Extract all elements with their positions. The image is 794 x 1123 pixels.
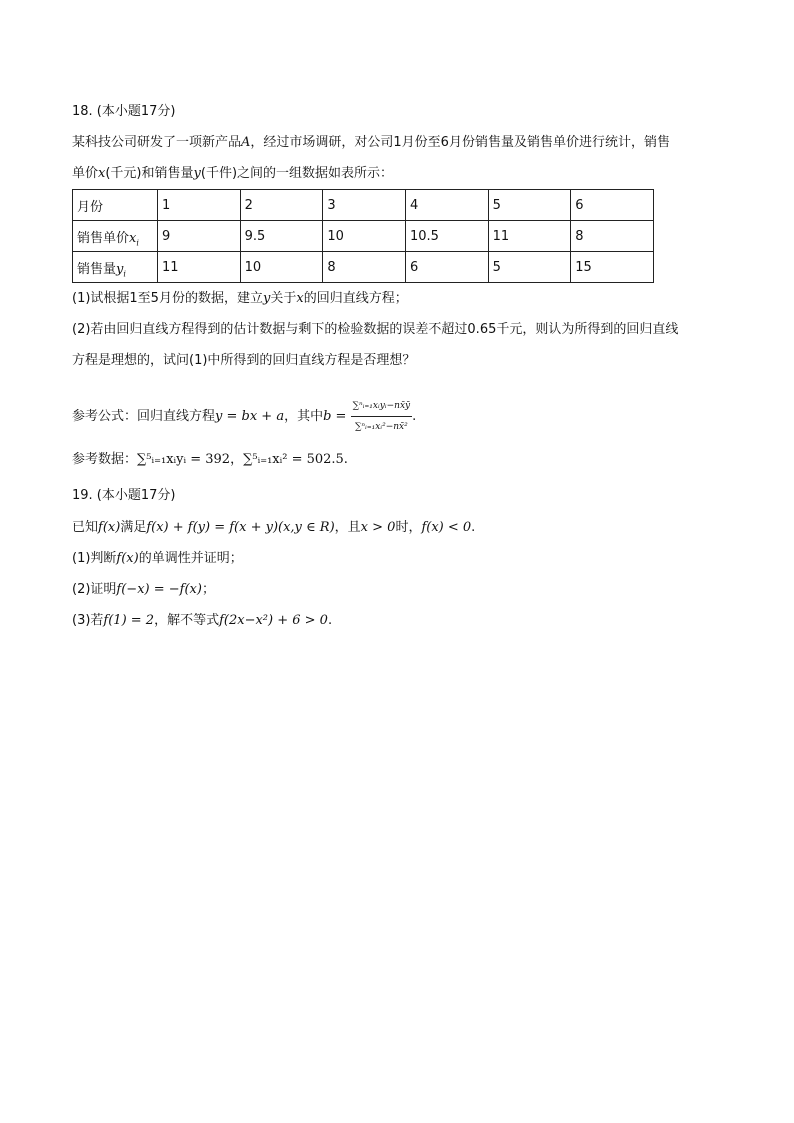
intro-text: 单价: [72, 166, 99, 181]
question-18-part1: [72, 290, 408, 308]
variable-y: y: [193, 166, 201, 181]
table-cell: 9.5: [240, 221, 323, 252]
table-cell: 10: [323, 221, 406, 252]
product-variable: A: [241, 135, 251, 150]
part-text: 的回归直线方程；: [303, 291, 408, 306]
question-18-header: 18. (本小题17分): [72, 104, 176, 119]
statement-text: ，且: [334, 520, 361, 535]
sales-data-table: [72, 189, 654, 283]
row-header: 销售单价$x_i$: [73, 221, 158, 252]
table-cell: 10: [240, 252, 323, 283]
table-cell: 9: [158, 221, 241, 252]
intro-text: 某科技公司研发了一项新产品: [72, 135, 242, 150]
table-cell: 3: [323, 190, 406, 221]
table-cell: 2: [240, 190, 323, 221]
question-18-intro-line2: [72, 165, 393, 183]
variable-x: x: [296, 291, 304, 306]
formula-text: ，其中: [284, 409, 324, 424]
intro-text: (千件)之间的一组数据如表所示：: [200, 166, 394, 181]
question-19-header: 19. (本小题17分): [72, 488, 176, 503]
part-text: (1)判断: [72, 551, 117, 566]
statement-text: 满足: [120, 520, 147, 535]
function-f: f(x): [98, 520, 121, 535]
slope-symbol: b =: [323, 409, 347, 424]
table-cell: 4: [405, 190, 488, 221]
variable-x: x: [98, 166, 106, 181]
reference-formula: [72, 397, 416, 436]
statement-text: 已知: [72, 520, 99, 535]
condition: x > 0: [360, 520, 396, 535]
table-row: [73, 252, 654, 283]
part-text: 的单调性并证明；: [138, 551, 243, 566]
table-cell: 8: [571, 221, 654, 252]
table-cell: 15: [571, 252, 654, 283]
part-text: (3)若: [72, 613, 104, 628]
question-18-part2-line2: 方程是理想的，试问(1)中所得到的回归直线方程是否理想？: [72, 353, 416, 368]
table-cell: 8: [323, 252, 406, 283]
table-cell: 10.5: [405, 221, 488, 252]
reference-value-sum-xy: ∑⁵ᵢ₌₁xᵢyᵢ = 392: [137, 452, 231, 467]
formula-end: .: [412, 409, 417, 424]
question-18-part2-line1: (2)若由回归直线方程得到的估计数据与剩下的检验数据的误差不超过0.65千元，则认为所得到的回归直线: [72, 322, 679, 337]
statement-end: .: [471, 520, 476, 535]
regression-equation: y = bx + a: [215, 409, 285, 424]
question-19-statement: [72, 519, 475, 537]
statement-text: 时，: [395, 520, 422, 535]
part-end: .: [327, 613, 333, 628]
table-cell: 5: [488, 252, 571, 283]
functional-equation: f(x) + f(y) = f(x + y)(x,y ∈ R): [146, 520, 335, 535]
intro-text: (千元)和销售量: [105, 166, 194, 181]
reference-separator: ，: [230, 452, 244, 467]
fraction-denominator: ∑ⁿᵢ₌₁xᵢ²−nx̄²: [354, 422, 408, 432]
table-cell: 5: [488, 190, 571, 221]
question-18-intro-line1: [72, 134, 670, 152]
row-header: 销售量$y_i$: [73, 252, 158, 283]
table-row: [73, 190, 654, 221]
given-value: f(1) = 2: [103, 613, 155, 628]
reference-data-label: 参考数据：: [72, 452, 138, 467]
table-cell: 1: [158, 190, 241, 221]
table-cell: 6: [571, 190, 654, 221]
reference-data: [72, 451, 348, 469]
fraction-numerator: ∑ⁿᵢ₌₁xᵢyᵢ−nx̄ȳ: [351, 397, 413, 417]
target-inequality: f(2x−x²) + 6 > 0: [219, 613, 328, 628]
part-text: ；: [201, 582, 215, 597]
slope-fraction: [351, 397, 413, 436]
intro-text: ，经过市场调研，对公司1月份至6月份销售量及销售单价进行统计，销售: [250, 135, 670, 150]
table-cell: 6: [405, 252, 488, 283]
inequality: f(x) < 0: [421, 520, 472, 535]
part-text: (1)试根据1至5月份的数据，建立: [72, 291, 263, 306]
question-19-part1: [72, 550, 243, 568]
table-row: [73, 221, 654, 252]
question-19-part3: [72, 612, 332, 630]
part-text: (2)证明: [72, 582, 117, 597]
question-19-part2: [72, 581, 215, 599]
reference-value-sum-x2: ∑⁵ᵢ₌₁xᵢ² = 502.5.: [243, 452, 348, 467]
table-cell: 11: [158, 252, 241, 283]
part-text: 关于: [270, 291, 297, 306]
table-cell: 11: [488, 221, 571, 252]
formula-label: 参考公式：回归直线方程: [72, 409, 216, 424]
odd-function-equation: f(−x) = −f(x): [116, 582, 202, 597]
variable-y: y: [262, 291, 271, 306]
part-text: ，解不等式: [154, 613, 220, 628]
function-f: f(x): [116, 551, 139, 566]
row-header: 月份: [73, 190, 158, 221]
